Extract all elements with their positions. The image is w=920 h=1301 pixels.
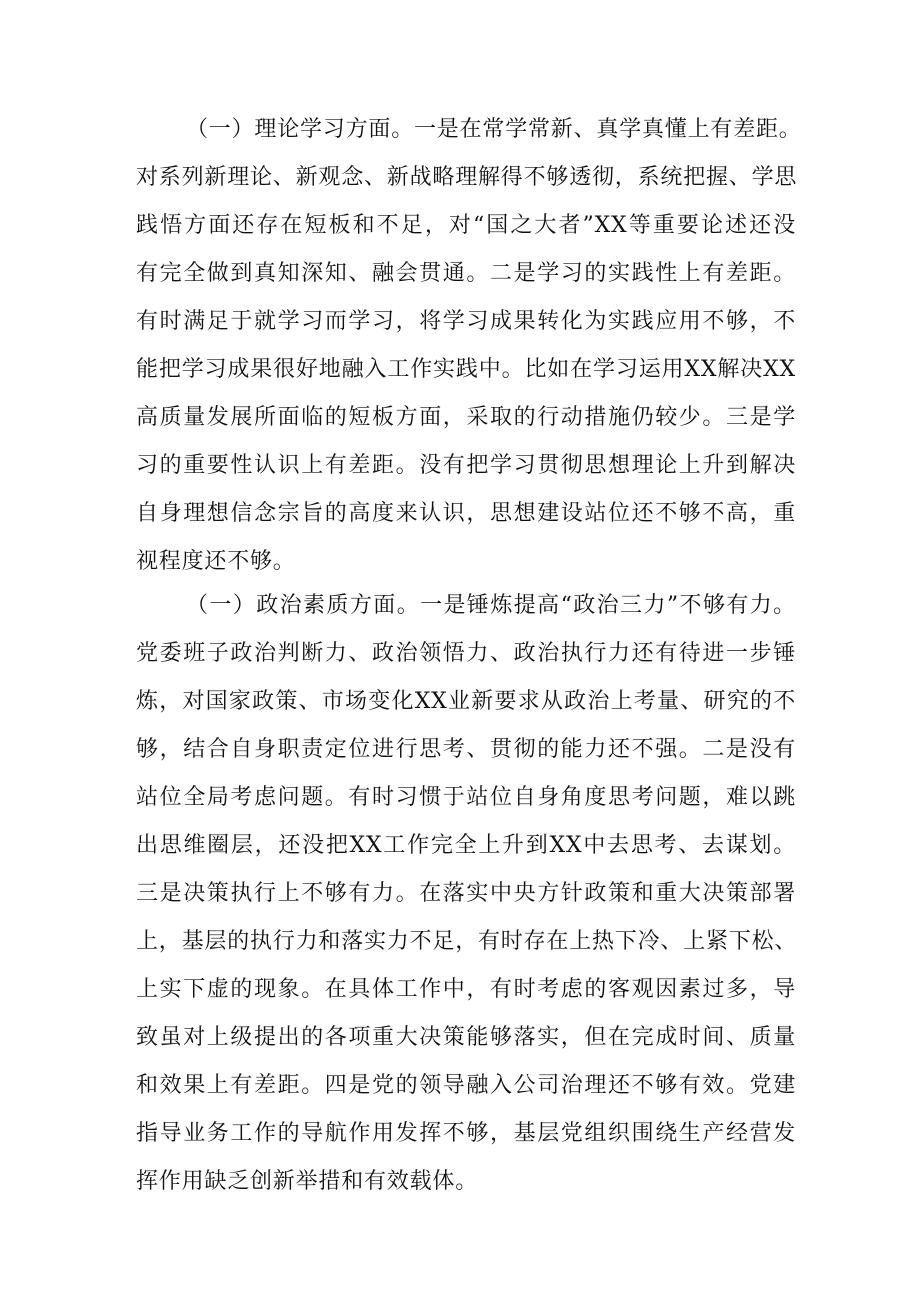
paragraph-line: （一）政治素质方面。一是锤炼提高“政治三力”不够有力。 bbox=[186, 593, 796, 618]
paragraph-line: 自身理想信念宗旨的高度来认识，思想建设站位还不够不高，重 bbox=[136, 501, 796, 526]
paragraph-line: 对系列新理论、新观念、新战略理解得不够透彻，系统把握、学思 bbox=[136, 165, 798, 190]
paragraph-line: 习的重要性认识上有差距。没有把学习贯彻思想理论上升到解决 bbox=[136, 453, 796, 478]
paragraph-line: （一）理论学习方面。一是在常学常新、真学真懂上有差距。 bbox=[186, 117, 802, 142]
paragraph-line: 上实下虚的现象。在具体工作中，有时考虑的客观因素过多，导 bbox=[136, 977, 796, 1002]
paragraph-line: 挥作用缺乏创新举措和有效载体。 bbox=[136, 1169, 479, 1194]
paragraph-line: 三是决策执行上不够有力。在落实中央方针政策和重大决策部署 bbox=[136, 881, 796, 906]
paragraph-line: 炼，对国家政策、市场变化XX业新要求从政治上考量、研究的不 bbox=[136, 689, 796, 714]
paragraph-line: 出思维圈层，还没把XX工作完全上升到XX中去思考、去谋划。 bbox=[136, 833, 796, 858]
paragraph-line: 高质量发展所面临的短板方面，采取的行动措施仍较少。三是学 bbox=[136, 405, 796, 430]
paragraph-line: 践悟方面还存在短板和不足，对“国之大者”XX等重要论述还没 bbox=[136, 213, 796, 238]
paragraph-line: 能把学习成果很好地融入工作实践中。比如在学习运用XX解决XX bbox=[136, 357, 796, 382]
paragraph-line: 上，基层的执行力和落实力不足，有时存在上热下冷、上紧下松、 bbox=[136, 929, 798, 954]
paragraph-line: 和效果上有差距。四是党的领导融入公司治理还不够有效。党建 bbox=[136, 1073, 796, 1098]
paragraph-line: 有完全做到真知深知、融会贯通。二是学习的实践性上有差距。 bbox=[136, 261, 796, 286]
paragraph-line: 指导业务工作的导航作用发挥不够，基层党组织围绕生产经营发 bbox=[136, 1121, 796, 1146]
paragraph-line: 党委班子政治判断力、政治领悟力、政治执行力还有待进一步锤 bbox=[136, 641, 796, 666]
paragraph-line: 视程度还不够。 bbox=[136, 549, 296, 574]
paragraph-line: 有时满足于就学习而学习，将学习成果转化为实践应用不够，不 bbox=[136, 309, 796, 334]
paragraph-line: 站位全局考虑问题。有时习惯于站位自身角度思考问题，难以跳 bbox=[136, 785, 796, 810]
paragraph-line: 致虽对上级提出的各项重大决策能够落实，但在完成时间、质量 bbox=[136, 1025, 796, 1050]
paragraph-line: 够，结合自身职责定位进行思考、贯彻的能力还不强。二是没有 bbox=[136, 737, 796, 762]
